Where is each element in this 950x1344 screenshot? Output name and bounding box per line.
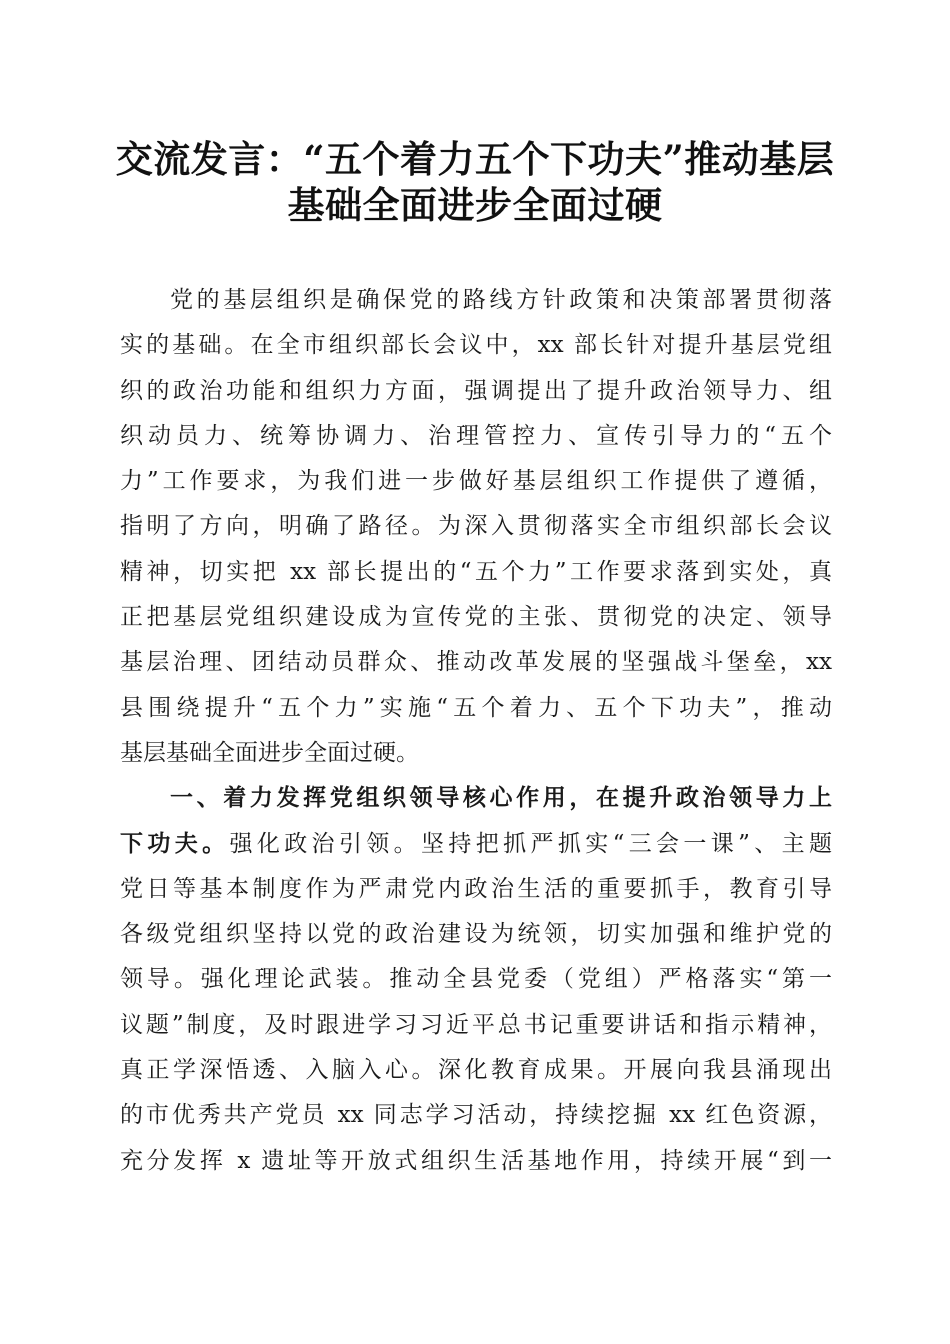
text-line: 充分发挥 x 遗址等开放式组织生活基地作用，持续开展“到一 bbox=[120, 1147, 832, 1174]
text-line bbox=[120, 822, 832, 867]
text-line: 真正学深悟透、入脑入心。深化教育成果。开展向我县涌现出 bbox=[120, 1057, 832, 1084]
text-line: 党日等基本制度作为严肃党内政治生活的重要抓手，教育引导 bbox=[120, 875, 832, 902]
text-line: 县围绕提升“五个力”实施“五个着力、五个下功夫”，推动 bbox=[120, 694, 832, 721]
text-line: 指明了方向，明确了路径。为深入贯彻落实全市组织部长会议 bbox=[120, 513, 832, 540]
section-heading: 一、着力发挥党组织领导核心作用，在提升政治领导力上 bbox=[170, 785, 832, 812]
text-line: 力”工作要求，为我们进一步做好基层组织工作提供了遵循， bbox=[120, 468, 832, 495]
text-line: 实的基础。在全市组织部长会议中，xx 部长针对提升基层党组 bbox=[120, 332, 832, 359]
section-heading-end: 下功夫。 bbox=[120, 830, 230, 857]
text-line: 正把基层党组织建设成为宣传党的主张、贯彻党的决定、领导 bbox=[120, 604, 832, 631]
text-line: 议题”制度，及时跟进学习习近平总书记重要讲话和指示精神， bbox=[120, 1011, 832, 1038]
title-line-1: 交流发言：“五个着力五个下功夫”推动基层 bbox=[115, 137, 835, 181]
text-line: 织动员力、统筹协调力、治理管控力、宣传引导力的“五个 bbox=[120, 422, 832, 449]
text-line: 织的政治功能和组织力方面，强调提出了提升政治领导力、组 bbox=[120, 377, 832, 404]
text-line: 的市优秀共产党员 xx 同志学习活动，持续挖掘 xx 红色资源， bbox=[120, 1102, 832, 1129]
text-line: 基层基础全面进步全面过硬。 bbox=[120, 739, 419, 766]
text-line: 各级党组织坚持以党的政治建设为统领，切实加强和维护党的 bbox=[120, 921, 832, 948]
title-line-2: 基础全面进步全面过硬 bbox=[287, 183, 663, 227]
text-line: 精神，切实把 xx 部长提出的“五个力”工作要求落到实处，真 bbox=[120, 558, 832, 585]
section-heading-line bbox=[120, 776, 832, 821]
paragraph-intro bbox=[120, 278, 832, 776]
paragraph-section-1 bbox=[120, 776, 832, 1184]
page-title bbox=[100, 136, 850, 228]
text-line-rest: 强化政治引领。坚持把抓严抓实“三会一课”、主题 bbox=[229, 830, 832, 857]
text-line: 党的基层组织是确保党的路线方针政策和决策部署贯彻落 bbox=[170, 287, 832, 313]
text-line: 领导。强化理论武装。推动全县党委（党组）严格落实“第一 bbox=[120, 966, 832, 993]
document-body bbox=[120, 278, 832, 1184]
text-line: 基层治理、团结动员群众、推动改革发展的坚强战斗堡垒，xx bbox=[120, 649, 832, 676]
